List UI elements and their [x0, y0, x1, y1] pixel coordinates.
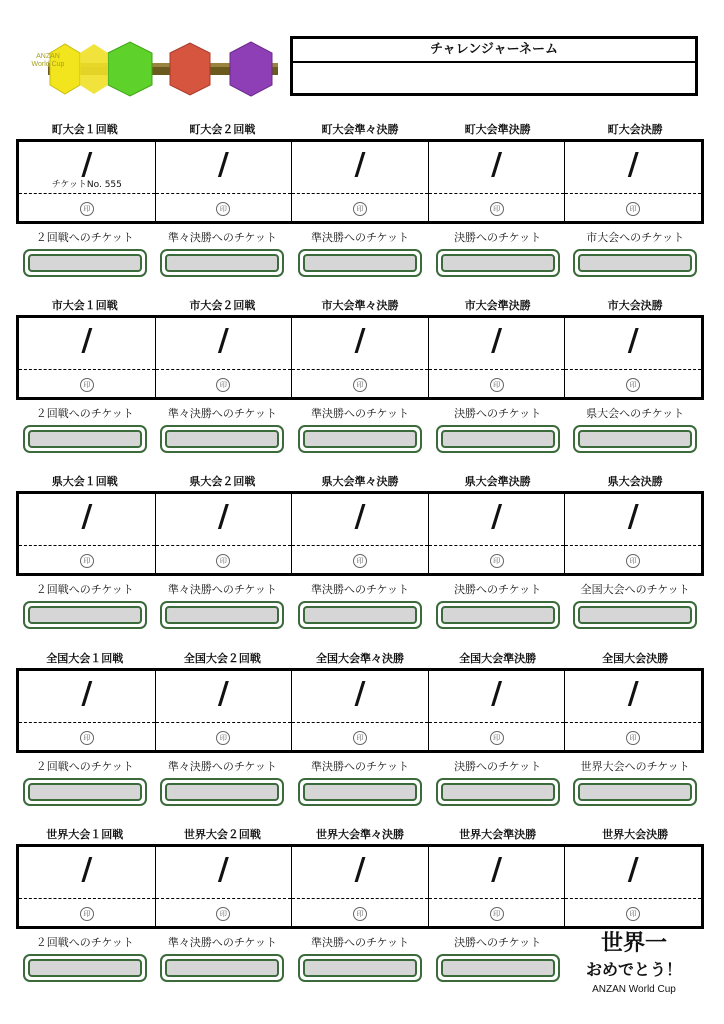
round-title: 市大会準々決勝 — [321, 299, 399, 312]
stamp-icon: 印 — [626, 731, 640, 745]
ticket-label: ２回戦へのチケット — [35, 936, 134, 949]
ticket-box[interactable] — [298, 425, 422, 453]
ticket-label: 決勝へのチケット — [454, 583, 542, 596]
round-cell[interactable] — [155, 671, 292, 750]
ticket-label: 準々決勝へのチケット — [167, 936, 277, 949]
stamp-icon: 印 — [490, 907, 504, 921]
ticket-box[interactable] — [436, 601, 560, 629]
ticket-sticker-area — [165, 959, 279, 977]
ticket-sticker-area — [165, 430, 279, 448]
ticket-sticker-area — [578, 254, 692, 272]
ticket-label: 準々決勝へのチケット — [167, 760, 277, 773]
round-title: 全国大会２回戦 — [183, 652, 261, 665]
date-slash: / — [217, 147, 229, 182]
tournament-section — [16, 298, 704, 458]
date-slash: / — [81, 852, 93, 887]
ticket-label: 全国大会へのチケット — [580, 583, 690, 596]
stamp-icon: 印 — [490, 731, 504, 745]
date-stamp-grid — [16, 668, 704, 753]
ticket-label: 決勝へのチケット — [454, 760, 542, 773]
ticket-label: 準々決勝へのチケット — [167, 407, 277, 420]
stamp-icon: 印 — [626, 202, 640, 216]
ticket-slot — [566, 778, 704, 810]
ticket-sticker-area — [578, 783, 692, 801]
date-slash: / — [217, 499, 229, 534]
ticket-box[interactable] — [160, 601, 284, 629]
round-cell[interactable] — [564, 142, 701, 221]
round-cell[interactable] — [564, 671, 701, 750]
stamp-icon: 印 — [626, 554, 640, 568]
stamp-icon: 印 — [353, 554, 367, 568]
round-title: 県大会準決勝 — [464, 475, 531, 488]
tournament-section — [16, 651, 704, 811]
ticket-row — [16, 778, 704, 810]
ticket-box[interactable] — [160, 249, 284, 277]
round-title: 全国大会１回戦 — [46, 652, 124, 665]
round-titles — [16, 474, 704, 490]
bead-green — [108, 42, 152, 96]
date-slash: / — [627, 499, 639, 534]
date-stamp-grid — [16, 844, 704, 929]
round-cell[interactable] — [428, 142, 565, 221]
stamp-icon: 印 — [216, 202, 230, 216]
challenger-name-box — [290, 36, 698, 96]
date-slash: / — [627, 147, 639, 182]
stamp-icon: 印 — [626, 907, 640, 921]
round-title: 県大会１回戦 — [51, 475, 118, 488]
date-slash: / — [491, 499, 503, 534]
date-field[interactable] — [292, 318, 428, 370]
date-field[interactable] — [565, 318, 701, 370]
ticket-slot — [429, 778, 567, 810]
round-cell[interactable] — [19, 847, 155, 926]
ticket-sticker-area — [28, 783, 142, 801]
round-title: 世界大会準々決勝 — [315, 828, 404, 841]
date-field[interactable] — [156, 142, 292, 194]
round-title: 世界大会決勝 — [602, 828, 669, 841]
date-field[interactable] — [292, 494, 428, 546]
ticket-sticker-area — [303, 430, 417, 448]
date-field[interactable] — [156, 494, 292, 546]
round-title: 町大会１回戦 — [51, 123, 118, 136]
ticket-label: 決勝へのチケット — [454, 407, 542, 420]
round-cell[interactable] — [291, 318, 428, 397]
round-title: 全国大会決勝 — [602, 652, 669, 665]
date-slash: / — [354, 852, 366, 887]
ticket-box[interactable] — [436, 954, 560, 982]
ticket-sticker-area — [578, 430, 692, 448]
round-cell[interactable] — [155, 142, 292, 221]
stamp-icon: 印 — [80, 907, 94, 921]
round-titles — [16, 122, 704, 138]
congrats-brand: ANZAN World Cup — [592, 984, 676, 995]
date-slash: / — [354, 676, 366, 711]
date-stamp-grid — [16, 139, 704, 224]
ticket-labels — [16, 230, 704, 246]
date-field[interactable] — [429, 318, 565, 370]
date-slash: / — [81, 499, 93, 534]
round-title: 町大会決勝 — [607, 123, 663, 136]
ticket-box[interactable] — [23, 954, 147, 982]
ticket-box[interactable] — [436, 778, 560, 806]
date-field[interactable] — [19, 142, 155, 194]
ticket-label: ２回戦へのチケット — [35, 583, 134, 596]
ticket-sticker-area — [441, 430, 555, 448]
challenger-name-title: チャレンジャーネーム — [293, 39, 695, 63]
ticket-label: 準々決勝へのチケット — [167, 231, 277, 244]
round-title: 市大会１回戦 — [51, 299, 118, 312]
ticket-sticker-area — [165, 606, 279, 624]
date-slash: / — [81, 323, 93, 358]
round-title: 全国大会準々決勝 — [315, 652, 404, 665]
ticket-sticker-area — [441, 254, 555, 272]
ticket-slot — [154, 601, 292, 633]
bead-purple — [230, 42, 272, 96]
date-field[interactable] — [429, 142, 565, 194]
round-cell[interactable] — [428, 847, 565, 926]
ticket-sticker-area — [28, 430, 142, 448]
ticket-sticker-area — [28, 606, 142, 624]
ticket-slot — [429, 425, 567, 457]
stamp-icon: 印 — [353, 907, 367, 921]
ticket-box[interactable] — [298, 778, 422, 806]
round-title: 町大会準決勝 — [464, 123, 531, 136]
stamp-icon: 印 — [216, 907, 230, 921]
ticket-label: 準々決勝へのチケット — [167, 583, 277, 596]
ticket-sticker-area — [441, 783, 555, 801]
ticket-slot — [16, 425, 154, 457]
round-cell[interactable] — [428, 318, 565, 397]
round-cell[interactable] — [428, 494, 565, 573]
ticket-label: 県大会へのチケット — [586, 407, 685, 420]
date-field[interactable] — [429, 671, 565, 723]
ticket-box[interactable] — [573, 778, 697, 806]
ticket-box[interactable] — [160, 425, 284, 453]
date-field[interactable] — [565, 142, 701, 194]
stamp-icon: 印 — [80, 378, 94, 392]
ticket-box[interactable] — [573, 425, 697, 453]
stamp-icon: 印 — [353, 731, 367, 745]
round-cell[interactable] — [428, 671, 565, 750]
anzan-logo — [28, 40, 283, 98]
stamp-icon: 印 — [626, 378, 640, 392]
round-title: 県大会決勝 — [607, 475, 663, 488]
ticket-slot — [566, 425, 704, 457]
ticket-box[interactable] — [23, 249, 147, 277]
round-cell[interactable] — [564, 494, 701, 573]
ticket-label: 市大会へのチケット — [586, 231, 685, 244]
stamp-icon: 印 — [80, 202, 94, 216]
ticket-slot — [16, 601, 154, 633]
date-slash: / — [217, 676, 229, 711]
ticket-slot — [566, 249, 704, 281]
ticket-sticker-area — [28, 959, 142, 977]
round-title: 世界大会準決勝 — [459, 828, 537, 841]
date-field[interactable] — [19, 671, 155, 723]
round-cell[interactable] — [19, 318, 155, 397]
date-slash: / — [354, 147, 366, 182]
ticket-box[interactable] — [298, 249, 422, 277]
date-slash: / — [627, 676, 639, 711]
ticket-row — [16, 249, 704, 281]
logo-text: ANZAN World Cup — [31, 53, 65, 68]
ticket-slot — [16, 954, 154, 986]
ticket-slot — [429, 954, 567, 986]
date-field[interactable] — [565, 847, 701, 899]
ticket-sticker-area — [303, 783, 417, 801]
round-title: 県大会準々決勝 — [321, 475, 399, 488]
round-cell[interactable] — [19, 671, 155, 750]
round-title: 世界大会２回戦 — [183, 828, 261, 841]
bead-red — [170, 43, 210, 95]
date-field[interactable] — [19, 318, 155, 370]
date-field[interactable] — [565, 671, 701, 723]
ticket-label: 準決勝へのチケット — [310, 231, 409, 244]
ticket-sticker-area — [303, 254, 417, 272]
ticket-label: 準決勝へのチケット — [310, 936, 409, 949]
round-cell[interactable] — [155, 847, 292, 926]
round-cell[interactable] — [291, 671, 428, 750]
date-slash: / — [491, 676, 503, 711]
ticket-box[interactable] — [23, 778, 147, 806]
ticket-slot — [154, 425, 292, 457]
stamp-icon: 印 — [490, 554, 504, 568]
stamp-icon: 印 — [216, 731, 230, 745]
ticket-box[interactable] — [298, 954, 422, 982]
date-field[interactable] — [19, 494, 155, 546]
round-title: 市大会決勝 — [607, 299, 663, 312]
ticket-label: 準決勝へのチケット — [310, 407, 409, 420]
ticket-box[interactable] — [436, 425, 560, 453]
date-slash: / — [491, 323, 503, 358]
round-title: 全国大会準決勝 — [459, 652, 537, 665]
date-slash: / — [81, 676, 93, 711]
ticket-number: チケットNo. 555 — [51, 180, 122, 190]
round-titles — [16, 827, 704, 843]
ticket-label: 決勝へのチケット — [454, 936, 542, 949]
ticket-sticker-area — [303, 959, 417, 977]
ticket-sticker-area — [441, 606, 555, 624]
ticket-label: 準決勝へのチケット — [310, 760, 409, 773]
date-field[interactable] — [19, 847, 155, 899]
round-title: 町大会２回戦 — [189, 123, 256, 136]
ticket-labels — [16, 582, 704, 598]
round-cell[interactable] — [291, 142, 428, 221]
ticket-slot — [154, 954, 292, 986]
abacus-beads-icon — [28, 40, 283, 98]
ticket-sticker-area — [441, 959, 555, 977]
date-slash: / — [627, 323, 639, 358]
ticket-label: ２回戦へのチケット — [35, 760, 134, 773]
date-slash: / — [217, 852, 229, 887]
tournament-section — [16, 122, 704, 282]
round-title: 市大会２回戦 — [189, 299, 256, 312]
round-title: 世界大会１回戦 — [46, 828, 124, 841]
ticket-slot — [154, 778, 292, 810]
stamp-icon: 印 — [490, 202, 504, 216]
ticket-row — [16, 601, 704, 633]
ticket-sticker-area — [578, 606, 692, 624]
congrats-title: 世界一 — [600, 931, 667, 956]
ticket-row — [16, 425, 704, 457]
ticket-box[interactable] — [573, 249, 697, 277]
date-field[interactable] — [292, 142, 428, 194]
ticket-label: 決勝へのチケット — [454, 231, 542, 244]
congratulations-block — [566, 930, 702, 998]
ticket-box[interactable] — [573, 601, 697, 629]
round-cell[interactable] — [19, 142, 155, 221]
ticket-slot — [291, 954, 429, 986]
ticket-box[interactable] — [160, 954, 284, 982]
stamp-icon: 印 — [80, 554, 94, 568]
date-slash: / — [81, 147, 93, 182]
ticket-slot — [291, 425, 429, 457]
date-field[interactable] — [429, 847, 565, 899]
date-field[interactable] — [429, 494, 565, 546]
ticket-label: 準決勝へのチケット — [310, 583, 409, 596]
bead-yellow — [50, 44, 80, 94]
round-title: 市大会準決勝 — [464, 299, 531, 312]
ticket-sticker-area — [303, 606, 417, 624]
date-field[interactable] — [156, 847, 292, 899]
ticket-label: ２回戦へのチケット — [35, 407, 134, 420]
round-cell[interactable] — [19, 494, 155, 573]
date-slash: / — [354, 499, 366, 534]
round-cell[interactable] — [291, 494, 428, 573]
challenger-name-field[interactable] — [293, 63, 695, 96]
ticket-labels — [16, 759, 704, 775]
round-cell[interactable] — [155, 318, 292, 397]
round-cell[interactable] — [564, 318, 701, 397]
date-field[interactable] — [292, 847, 428, 899]
round-cell[interactable] — [291, 847, 428, 926]
round-titles — [16, 651, 704, 667]
date-slash: / — [627, 852, 639, 887]
ticket-labels — [16, 406, 704, 422]
tournament-section — [16, 474, 704, 634]
ticket-slot — [429, 601, 567, 633]
stamp-icon: 印 — [216, 554, 230, 568]
round-title: 県大会２回戦 — [189, 475, 256, 488]
date-stamp-grid — [16, 315, 704, 400]
ticket-slot — [291, 601, 429, 633]
ticket-box[interactable] — [436, 249, 560, 277]
ticket-box[interactable] — [23, 601, 147, 629]
date-field[interactable] — [156, 318, 292, 370]
ticket-slot — [16, 249, 154, 281]
date-slash: / — [491, 852, 503, 887]
date-slash: / — [354, 323, 366, 358]
stamp-icon: 印 — [353, 378, 367, 392]
congrats-message: おめでとう！ — [585, 960, 682, 979]
ticket-sticker-area — [165, 254, 279, 272]
ticket-box[interactable] — [23, 425, 147, 453]
ticket-label: ２回戦へのチケット — [35, 231, 134, 244]
round-title: 町大会準々決勝 — [321, 123, 399, 136]
round-cell[interactable] — [564, 847, 701, 926]
ticket-slot — [429, 249, 567, 281]
stamp-icon: 印 — [216, 378, 230, 392]
ticket-slot — [291, 249, 429, 281]
ticket-box[interactable] — [298, 601, 422, 629]
date-slash: / — [491, 147, 503, 182]
date-slash: / — [217, 323, 229, 358]
date-field[interactable] — [292, 671, 428, 723]
round-titles — [16, 298, 704, 314]
date-field[interactable] — [565, 494, 701, 546]
ticket-slot — [154, 249, 292, 281]
ticket-box[interactable] — [160, 778, 284, 806]
stamp-icon: 印 — [490, 378, 504, 392]
ticket-slot — [291, 778, 429, 810]
date-field[interactable] — [156, 671, 292, 723]
round-cell[interactable] — [155, 494, 292, 573]
ticket-slot — [566, 601, 704, 633]
ticket-sticker-area — [165, 783, 279, 801]
ticket-sticker-area — [28, 254, 142, 272]
date-stamp-grid — [16, 491, 704, 576]
ticket-slot — [16, 778, 154, 810]
stamp-icon: 印 — [80, 731, 94, 745]
stamp-icon: 印 — [353, 202, 367, 216]
ticket-label: 世界大会へのチケット — [580, 760, 690, 773]
